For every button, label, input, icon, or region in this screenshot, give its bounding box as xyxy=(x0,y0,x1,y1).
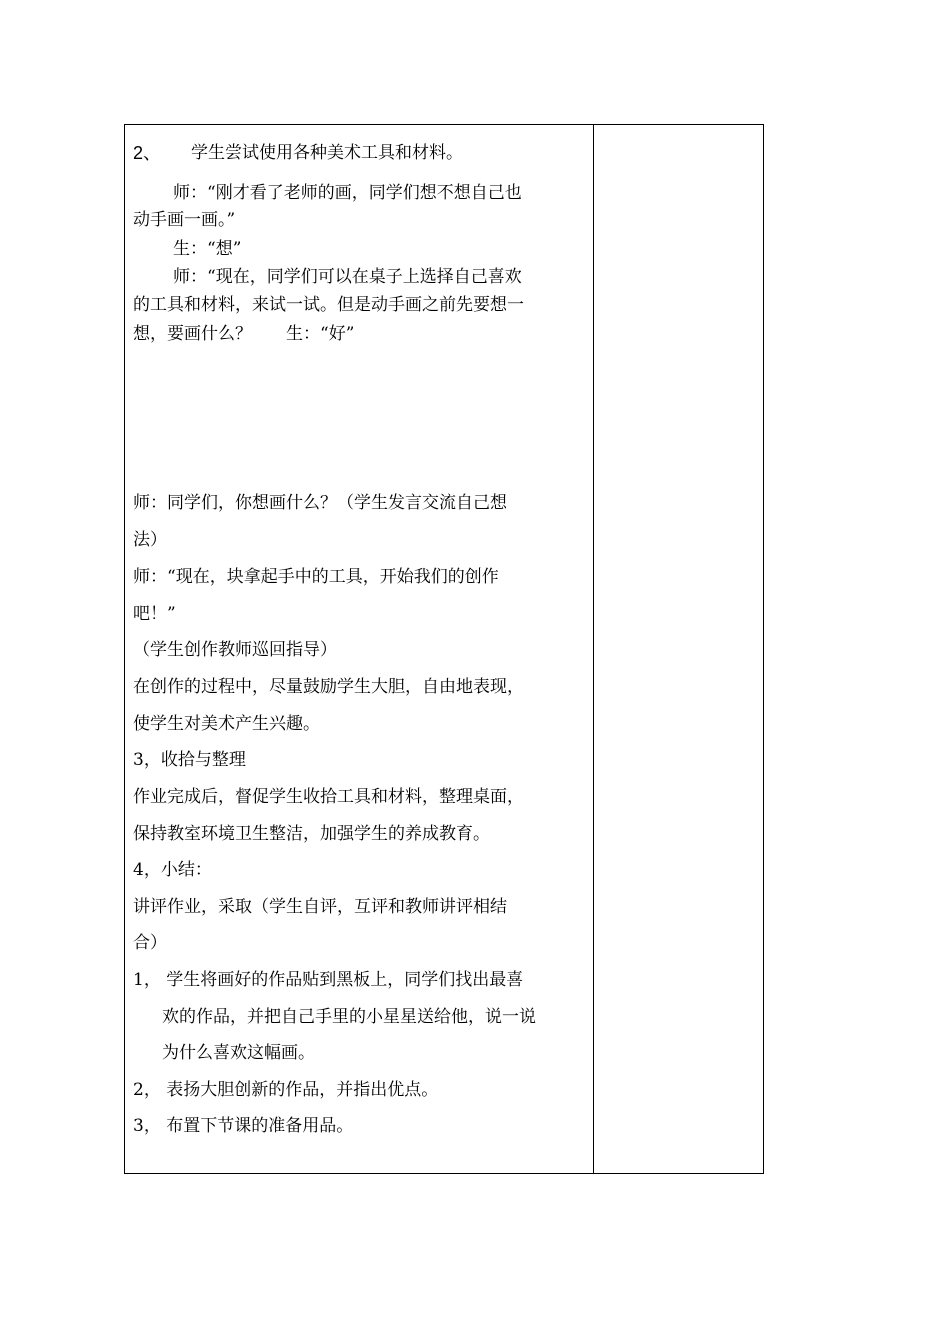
text-line: 动手画一画。” xyxy=(133,210,236,230)
text-line: 师：“刚才看了老师的画，同学们想不想自己也 xyxy=(173,183,522,203)
text-line: 在创作的过程中，尽量鼓励学生大胆，自由地表现， xyxy=(133,677,524,697)
text-line: 生：“想” xyxy=(173,239,242,259)
text-line: 合） xyxy=(133,933,167,953)
text-line: 想，要画什么？ 生：“好” xyxy=(133,324,355,344)
text-line: 欢的作品，并把自己手里的小星星送给他，说一说 xyxy=(162,1007,536,1027)
text-line: 法） xyxy=(133,530,167,550)
text-line: 3， 布置下节课的准备用品。 xyxy=(133,1116,354,1136)
section-2-number: 2、 xyxy=(133,143,162,163)
text-line: 保持教室环境卫生整洁，加强学生的养成教育。 xyxy=(133,824,490,844)
text-line: 作业完成后，督促学生收拾工具和材料，整理桌面， xyxy=(133,787,524,807)
text-line: 1， 学生将画好的作品贴到黑板上，同学们找出最喜 xyxy=(133,970,524,990)
text-line: 3，收拾与整理 xyxy=(133,750,246,770)
text-line: 讲评作业，采取（学生自评，互评和教师讲评相结 xyxy=(133,897,507,917)
text-line: 师：“现在，同学们可以在桌子上选择自己喜欢 xyxy=(173,267,522,287)
text-line: 师：“现在，块拿起手中的工具，开始我们的创作 xyxy=(133,567,499,587)
text-line: 吧！” xyxy=(133,604,176,624)
column-divider xyxy=(593,124,594,1174)
text-line: 2， 表扬大胆创新的作品，并指出优点。 xyxy=(133,1080,439,1100)
text-line: 师：同学们，你想画什么？（学生发言交流自己想 xyxy=(133,493,507,513)
section-2-title: 学生尝试使用各种美术工具和材料。 xyxy=(191,143,463,163)
text-line: 为什么喜欢这幅画。 xyxy=(162,1043,315,1063)
text-line: 使学生对美术产生兴趣。 xyxy=(133,714,320,734)
text-line: 的工具和材料，来试一试。但是动手画之前先要想一 xyxy=(133,295,524,315)
text-line: 4，小结： xyxy=(133,860,212,880)
text-line: （学生创作教师巡回指导） xyxy=(133,640,337,660)
